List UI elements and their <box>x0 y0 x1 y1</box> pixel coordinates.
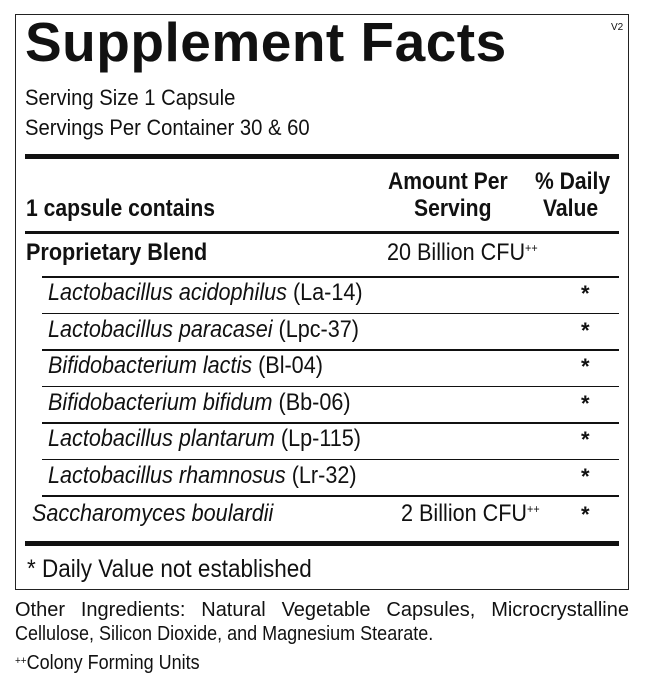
panel-title: Supplement Facts <box>25 11 507 73</box>
strain-name: Bifidobacterium bifidum (Bb-06) <box>48 388 351 416</box>
strain-dv: * <box>581 317 590 343</box>
column-header-rule <box>25 231 619 234</box>
yeast-row <box>16 498 628 534</box>
strain-row <box>16 460 628 496</box>
strain-dv: * <box>581 354 590 379</box>
version-label: V2 <box>611 22 624 33</box>
strain-dv: * <box>581 463 590 489</box>
footer-rule <box>25 541 619 546</box>
supplement-facts-panel <box>15 11 629 590</box>
row-divider <box>42 495 619 497</box>
strain-row <box>16 350 628 386</box>
header-rule <box>25 154 619 159</box>
dv-header-line2: Value <box>543 195 599 222</box>
yeast-name: Saccharomyces boulardii <box>32 500 274 527</box>
strain-row <box>16 387 628 423</box>
yeast-amount: 2 Billion CFU++ <box>401 500 540 527</box>
blend-name: Proprietary Blend <box>26 239 208 266</box>
cfu-footnote: ++Colony Forming Units <box>15 652 200 674</box>
amount-header-line1: Amount Per <box>388 168 508 195</box>
other-ingredients-line2: Cellulose, Silicon Dioxide, and Magnesium Stearate. <box>15 623 434 645</box>
strain-dv: * <box>581 427 590 452</box>
strain-name: Bifidobacterium lactis (Bl-04) <box>48 352 323 379</box>
daily-value-footnote: * Daily Value not established <box>27 555 312 583</box>
dv-header-line1: % Daily <box>535 168 611 195</box>
capsule-contains-header: 1 capsule contains <box>26 195 215 222</box>
strain-name: Lactobacillus plantarum (Lp-115) <box>48 425 361 452</box>
yeast-dv: * <box>581 502 590 527</box>
strain-name: Lactobacillus rhamnosus (Lr-32) <box>48 461 357 489</box>
strain-name: Lactobacillus acidophilus (La-14) <box>48 279 363 306</box>
strain-row <box>16 314 628 350</box>
amount-header-line2: Serving <box>414 195 492 222</box>
other-ingredients-line1: Other Ingredients: Natural Vegetable Capsules, Microcrystalline <box>15 599 629 621</box>
blend-row <box>16 237 628 273</box>
serving-size: Serving Size 1 Capsule <box>25 85 236 110</box>
strain-name: Lactobacillus paracasei (Lpc-37) <box>48 315 359 343</box>
servings-per-container: Servings Per Container 30 & 60 <box>25 115 310 140</box>
blend-amount: 20 Billion CFU++ <box>387 239 538 266</box>
strain-dv: * <box>581 281 590 306</box>
strain-row <box>16 423 628 459</box>
strain-row <box>16 277 628 313</box>
strain-dv: * <box>581 390 590 416</box>
